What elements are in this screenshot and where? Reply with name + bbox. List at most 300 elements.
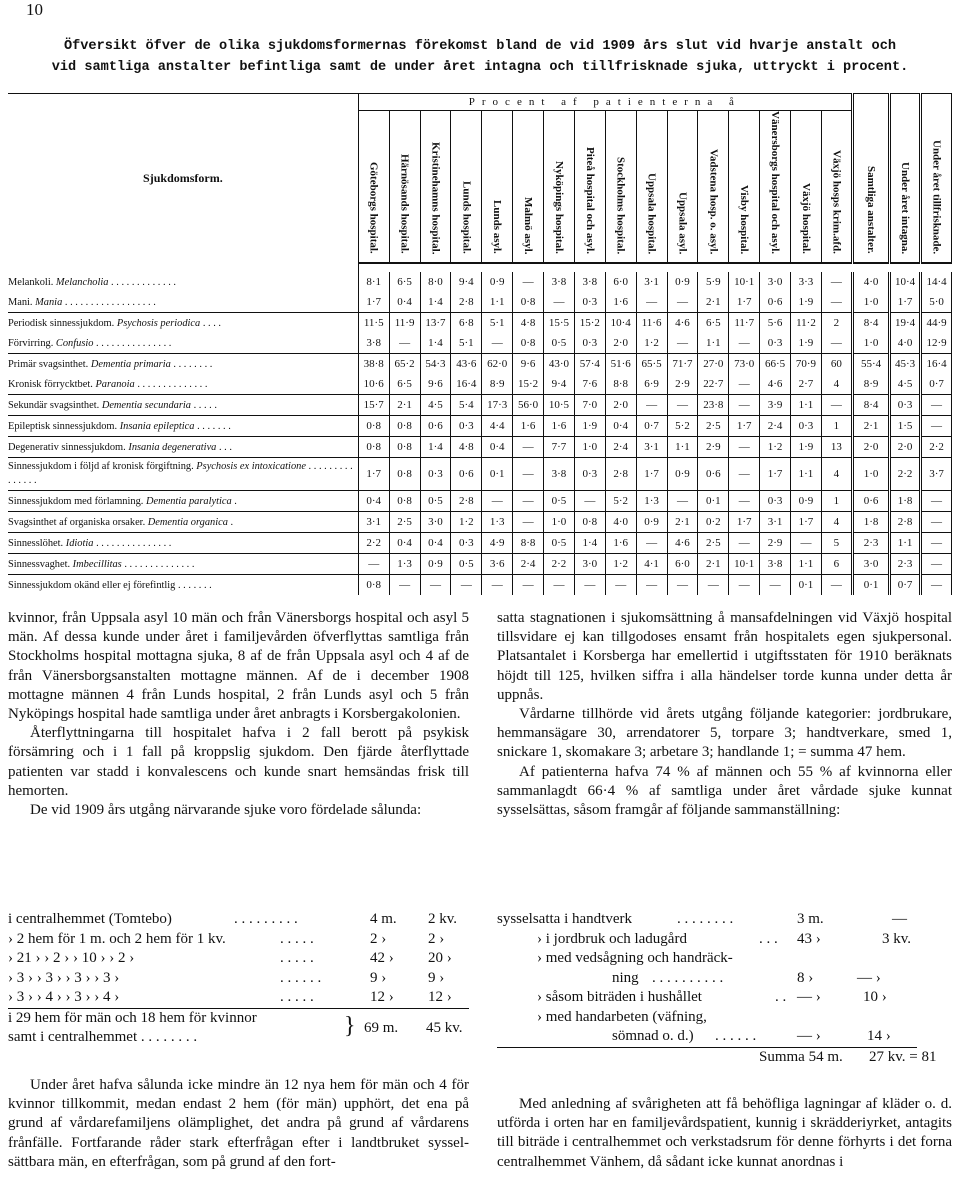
table-cell: 1·4 bbox=[420, 333, 451, 354]
table-cell: 1·9 bbox=[791, 292, 822, 313]
table-cell: 1·3 bbox=[389, 554, 420, 575]
table-cell: 1·9 bbox=[574, 416, 605, 437]
table-cell: 0·1 bbox=[852, 575, 889, 596]
table-cell: 10·4 bbox=[605, 313, 636, 334]
column-header: Piteå hospital och asyl. bbox=[574, 111, 605, 264]
table-cell: 2·3 bbox=[890, 554, 921, 575]
table-cell: — bbox=[698, 575, 729, 596]
table-cell: 3·1 bbox=[358, 512, 389, 533]
table-cell: 57·4 bbox=[574, 354, 605, 375]
table-cell: 3·0 bbox=[574, 554, 605, 575]
paragraph: Af patienterna hafva 74 % af männen och 55 % af kvinnorna eller sammanlagdt 66·4 % af samtliga under året vårdade sjuke kunnat sysselsättas, såsom framgår af följande sammanställning: bbox=[497, 763, 952, 819]
table-cell: 0·9 bbox=[667, 272, 698, 292]
table-cell: 16·4 bbox=[451, 374, 482, 395]
table-cell: 3·0 bbox=[420, 512, 451, 533]
table-cell: 0·9 bbox=[791, 491, 822, 512]
table-cell: 2·8 bbox=[451, 491, 482, 512]
table-cell: — bbox=[358, 554, 389, 575]
table-cell: 1·1 bbox=[482, 292, 513, 313]
table-cell: 1·7 bbox=[791, 512, 822, 533]
table-cell: 3·8 bbox=[760, 554, 791, 575]
table-cell: 1·3 bbox=[636, 491, 667, 512]
table-cell: 1·0 bbox=[852, 292, 889, 313]
table-cell: 1·7 bbox=[358, 292, 389, 313]
table-cell: 2·9 bbox=[760, 533, 791, 554]
table-cell: 0·5 bbox=[451, 554, 482, 575]
table-cell: 0·4 bbox=[389, 292, 420, 313]
table-cell: 0·9 bbox=[636, 512, 667, 533]
table-cell: 1·7 bbox=[890, 292, 921, 313]
table-cell: 17·3 bbox=[482, 395, 513, 416]
table-cell: 4·6 bbox=[667, 533, 698, 554]
table-cell: — bbox=[729, 533, 760, 554]
table-cell: 5·2 bbox=[605, 491, 636, 512]
table-cell: — bbox=[921, 575, 952, 596]
table-cell: 5·2 bbox=[667, 416, 698, 437]
table-cell: — bbox=[389, 575, 420, 596]
table-cell: 14·4 bbox=[921, 272, 952, 292]
statistics-table bbox=[8, 93, 952, 595]
left-column bbox=[8, 609, 469, 820]
table-cell: 1·2 bbox=[605, 554, 636, 575]
table-cell: 8·4 bbox=[852, 313, 889, 334]
table-cell: 44·9 bbox=[921, 313, 952, 334]
table-cell: 55·4 bbox=[852, 354, 889, 375]
table-cell: 3·0 bbox=[852, 554, 889, 575]
table-cell: 65·2 bbox=[389, 354, 420, 375]
table-cell: — bbox=[921, 533, 952, 554]
table-cell: — bbox=[636, 533, 667, 554]
table-cell: 5·0 bbox=[921, 292, 952, 313]
table-cell: 0·6 bbox=[420, 416, 451, 437]
table-cell: — bbox=[921, 491, 952, 512]
table-cell: 0·9 bbox=[667, 458, 698, 491]
table-cell: 2·0 bbox=[890, 437, 921, 458]
table-cell: 4·5 bbox=[420, 395, 451, 416]
list-total: samt i centralhemmet . . . . . . . . 69 m. 45 kv. bbox=[8, 1020, 463, 1045]
table-cell: 0·3 bbox=[574, 458, 605, 491]
column-header: Uppsala asyl. bbox=[667, 111, 698, 264]
table-cell: — bbox=[667, 395, 698, 416]
table-cell: 3·8 bbox=[544, 272, 575, 292]
column-header: Växjö hospital. bbox=[791, 111, 822, 264]
table-cell: 0·1 bbox=[791, 575, 822, 596]
table-cell: 6·5 bbox=[698, 313, 729, 334]
table-cell: 4·1 bbox=[636, 554, 667, 575]
row-label: Sinnessvaghet. Imbecillitas . . . . . . . . . . . . . . bbox=[8, 554, 358, 575]
table-cell: 1·1 bbox=[667, 437, 698, 458]
table-cell: — bbox=[729, 395, 760, 416]
table-cell: 4·6 bbox=[667, 313, 698, 334]
table-cell: 0·8 bbox=[513, 333, 544, 354]
table-cell: — bbox=[544, 292, 575, 313]
list-item: › 2 hem för 1 m. och 2 hem för 1 kv. . . . . . 2 › 2 › bbox=[8, 930, 445, 947]
table-cell: 1·8 bbox=[852, 512, 889, 533]
table-cell: — bbox=[729, 437, 760, 458]
table-cell: 13·7 bbox=[420, 313, 451, 334]
table-cell: 2·5 bbox=[698, 416, 729, 437]
table-cell: 10·1 bbox=[729, 272, 760, 292]
paragraph: kvinnor, från Uppsala asyl 10 män och från Vänersborgs hospital och asyl 5 män. Af dessa kunde under året i familjevården öfverflyttas samtliga från Stockholms hospital mottagna sjuka, 8 af de från Uppsala asyl och 4 af de från Vänersborgsanstalten mottagne männen. Af de i december 1908 mottagne männen 4 från Lunds hospital, 2 från Lunds asyl och 5 från Nyköpings hospital hade samtliga under året anbragts i Korsbergakolonien. bbox=[8, 610, 469, 723]
table-cell: 1·5 bbox=[890, 416, 921, 437]
table-cell: — bbox=[821, 575, 852, 596]
table-cell: — bbox=[513, 491, 544, 512]
table-cell: 7·7 bbox=[544, 437, 575, 458]
table-cell: — bbox=[482, 333, 513, 354]
table-cell: 0·3 bbox=[760, 333, 791, 354]
table-cell: 2·1 bbox=[852, 416, 889, 437]
table-cell: 1·1 bbox=[791, 554, 822, 575]
table-cell: 1·1 bbox=[698, 333, 729, 354]
table-cell: 1·2 bbox=[451, 512, 482, 533]
table-row bbox=[8, 437, 952, 458]
table-cell: 2·4 bbox=[760, 416, 791, 437]
table-cell: 9·6 bbox=[420, 374, 451, 395]
table-cell: 0·7 bbox=[890, 575, 921, 596]
table-cell: — bbox=[921, 512, 952, 533]
title-line-1: Öfversikt öfver de olika sjukdomsformernas förekomst bland de vid 1909 års slut vid hvarje anstalt och bbox=[63, 39, 897, 54]
table-cell: 2·4 bbox=[513, 554, 544, 575]
table-cell: 15·2 bbox=[513, 374, 544, 395]
table-cell: 0·6 bbox=[451, 458, 482, 491]
table-cell: 10·6 bbox=[358, 374, 389, 395]
table-cell: 0·1 bbox=[698, 491, 729, 512]
table-cell: 0·8 bbox=[358, 437, 389, 458]
table-cell: 0·8 bbox=[389, 491, 420, 512]
table-cell: 1·1 bbox=[791, 458, 822, 491]
table-cell: — bbox=[821, 272, 852, 292]
row-label: Sinnessjukdom okänd eller ej förefintlig . . . . . . . bbox=[8, 575, 358, 596]
table-cell: 0·8 bbox=[513, 292, 544, 313]
table-cell: 2·0 bbox=[852, 437, 889, 458]
table-cell: 12·9 bbox=[921, 333, 952, 354]
table-row bbox=[8, 512, 952, 533]
group-header: Procent af patienterna å bbox=[358, 94, 852, 111]
table-cell: 13 bbox=[821, 437, 852, 458]
table-cell: — bbox=[921, 395, 952, 416]
right-column bbox=[497, 609, 952, 820]
table-cell: — bbox=[513, 437, 544, 458]
table-cell: 2·5 bbox=[698, 533, 729, 554]
table-cell: 70·9 bbox=[791, 354, 822, 375]
table-cell: 1·7 bbox=[729, 512, 760, 533]
table-row bbox=[8, 354, 952, 375]
occupation-list: sysselsatta i handtverk . . . . . . . . 3 m. — › i jordbruk och ladugård . . . 43 › 3 kv. › med vedsågning och handräck- ning . . . . . . . . . . 8 › — › › såsom biträden i hushållet . . — › 10 › › med handarbeten (väfning, sömnad o. d.) . . . . . . — › 14 › Summa 54 m. 27 kv. = 81 bbox=[497, 911, 937, 1065]
table-cell: — bbox=[420, 575, 451, 596]
table-cell: 5·1 bbox=[482, 313, 513, 334]
column-header: Uppsala hospital. bbox=[636, 111, 667, 264]
table-cell: — bbox=[821, 292, 852, 313]
column-header: Lunds hospital. bbox=[451, 111, 482, 264]
placement-list bbox=[8, 910, 469, 1048]
table-cell: 2·7 bbox=[791, 374, 822, 395]
table-cell: 0·9 bbox=[420, 554, 451, 575]
table-cell: 5·9 bbox=[698, 272, 729, 292]
table-cell: 0·4 bbox=[482, 437, 513, 458]
table-cell: 10·4 bbox=[890, 272, 921, 292]
table-cell: 1·2 bbox=[636, 333, 667, 354]
table-cell: 0·6 bbox=[698, 458, 729, 491]
list-item: › 3 › › 3 › › 3 › › 3 › . . . . . . 9 › 9 › bbox=[8, 969, 445, 986]
table-cell: 1·4 bbox=[574, 533, 605, 554]
table-cell: 1·6 bbox=[544, 416, 575, 437]
row-label: Sinnessjukdom med förlamning. Dementia paralytica . bbox=[8, 491, 358, 512]
table-cell: 1·4 bbox=[420, 437, 451, 458]
table-cell: 9·4 bbox=[544, 374, 575, 395]
table-cell: 1·0 bbox=[852, 333, 889, 354]
column-header: Kristinehamns hospital. bbox=[420, 111, 451, 264]
table-cell: 1·7 bbox=[729, 416, 760, 437]
table-row bbox=[8, 491, 952, 512]
table-cell: 1·0 bbox=[574, 437, 605, 458]
table-cell: 4·0 bbox=[852, 272, 889, 292]
table-cell: 0·1 bbox=[482, 458, 513, 491]
row-header: Sjukdomsform. bbox=[8, 94, 358, 264]
table-cell: — bbox=[482, 575, 513, 596]
list-item: › 21 › › 2 › › 10 › › 2 › . . . . . 42 › 20 › bbox=[8, 950, 452, 966]
paragraph: Vårdarne tillhörde vid årets utgång följande kategorier: jordbrukare, hemmansägare 30, arrendatorer 5, torpare 3; handtverkare, smed 1, snickare 1, skomakare 3; arbetare 3; handlande 1; = summa 47 hem. bbox=[497, 706, 952, 761]
table-cell: 0·3 bbox=[451, 533, 482, 554]
table-cell: 11·7 bbox=[729, 313, 760, 334]
table-cell: 3·3 bbox=[791, 272, 822, 292]
table-cell: 6·5 bbox=[389, 272, 420, 292]
table-cell: 1·1 bbox=[791, 395, 822, 416]
table-cell: 1·6 bbox=[513, 416, 544, 437]
list-item: › 3 › › 4 › › 3 › › 4 › . . . . . 12 › 12 › bbox=[8, 988, 469, 1009]
table-cell: 2·2 bbox=[890, 458, 921, 491]
table-cell: 0·5 bbox=[544, 491, 575, 512]
table-cell: 0·8 bbox=[389, 416, 420, 437]
table-cell: 8·9 bbox=[482, 374, 513, 395]
table-row bbox=[8, 575, 952, 596]
table-cell: 27·0 bbox=[698, 354, 729, 375]
table-cell: 9·4 bbox=[451, 272, 482, 292]
table-cell: 5·1 bbox=[451, 333, 482, 354]
table-cell: 6 bbox=[821, 554, 852, 575]
row-label: Förvirring. Confusio . . . . . . . . . . . . . . . bbox=[8, 333, 358, 354]
table-cell: 6·0 bbox=[667, 554, 698, 575]
table-cell: 2·2 bbox=[921, 437, 952, 458]
table-cell: 65·5 bbox=[636, 354, 667, 375]
table-cell: 0·8 bbox=[389, 437, 420, 458]
right-column-bottom bbox=[497, 1095, 952, 1172]
table-cell: 15·2 bbox=[574, 313, 605, 334]
table-cell: 1·3 bbox=[482, 512, 513, 533]
table-cell: 1·7 bbox=[760, 458, 791, 491]
table-cell: 2·3 bbox=[852, 533, 889, 554]
table-cell: — bbox=[821, 333, 852, 354]
table-cell: — bbox=[574, 491, 605, 512]
row-label: Mani. Mania . . . . . . . . . . . . . . . . . . bbox=[8, 292, 358, 313]
table-cell: 8·1 bbox=[358, 272, 389, 292]
table-cell: 1·1 bbox=[890, 533, 921, 554]
table-cell: 8·8 bbox=[513, 533, 544, 554]
table-cell: 0·4 bbox=[389, 533, 420, 554]
table-cell: 1·4 bbox=[420, 292, 451, 313]
table-cell: 3·8 bbox=[358, 333, 389, 354]
table-cell: — bbox=[482, 491, 513, 512]
table-cell: 8·4 bbox=[852, 395, 889, 416]
table-cell: 2·1 bbox=[698, 292, 729, 313]
table-cell: — bbox=[729, 333, 760, 354]
table-cell: 1 bbox=[821, 416, 852, 437]
table-cell: 2·0 bbox=[605, 395, 636, 416]
table-cell: 8·9 bbox=[852, 374, 889, 395]
table-row bbox=[8, 533, 952, 554]
column-header: Stockholms hospital. bbox=[605, 111, 636, 264]
table-cell: 2·2 bbox=[358, 533, 389, 554]
table-cell: 0·8 bbox=[358, 416, 389, 437]
table-cell: 45·3 bbox=[890, 354, 921, 375]
table-cell: 2·8 bbox=[890, 512, 921, 533]
table-cell: 7·0 bbox=[574, 395, 605, 416]
table-cell: 2·2 bbox=[544, 554, 575, 575]
row-label: Svagsinthet af organiska orsaker. Dementia organica . bbox=[8, 512, 358, 533]
left-column-bottom bbox=[8, 1076, 469, 1172]
table-cell: 8·0 bbox=[420, 272, 451, 292]
table-cell: 0·7 bbox=[921, 374, 952, 395]
table-row bbox=[8, 395, 952, 416]
table-row bbox=[8, 458, 952, 491]
table-cell: — bbox=[513, 575, 544, 596]
column-header: Vänersborgs hospital och asyl. bbox=[760, 111, 791, 264]
table-cell: 16·4 bbox=[921, 354, 952, 375]
table-cell: 38·8 bbox=[358, 354, 389, 375]
table-cell: 0·3 bbox=[574, 333, 605, 354]
table-cell: 2·8 bbox=[451, 292, 482, 313]
table-cell: 3·1 bbox=[636, 437, 667, 458]
row-label: Melankoli. Melancholia . . . . . . . . . . . . . bbox=[8, 272, 358, 292]
column-header: Under året tillfrisknade. bbox=[921, 94, 952, 264]
table-cell: 3·8 bbox=[544, 458, 575, 491]
column-header: Göteborgs hospital. bbox=[358, 111, 389, 264]
table-cell: 5·6 bbox=[760, 313, 791, 334]
table-cell: 43·0 bbox=[544, 354, 575, 375]
table-cell: 3·1 bbox=[760, 512, 791, 533]
row-label: Sinnessjukdom i följd af kronisk förgiftning. Psychosis ex intoxicatione . . . . . . . . . . . . . . . bbox=[8, 458, 358, 491]
table-row bbox=[8, 272, 952, 292]
table-cell: 1·8 bbox=[890, 491, 921, 512]
table-cell: 2·1 bbox=[667, 512, 698, 533]
paragraph: Återflyttningarna till hospitalet hafva i 2 fall berott på psykisk försämring och i 1 fall på kroppslig sjukdom. Den fjärde återflyttade patienten var stadd i konvalescens och kunde snart hemsändas frisk till hemorten. bbox=[8, 725, 469, 799]
table-cell: 8·8 bbox=[605, 374, 636, 395]
table-cell: — bbox=[921, 416, 952, 437]
table-cell: 1·6 bbox=[605, 533, 636, 554]
table-cell: 4·9 bbox=[482, 533, 513, 554]
table-cell: 4 bbox=[821, 374, 852, 395]
paragraph: Med anledning af svårigheten att få behöfliga lagningar af kläder o. d. utförda i orten har en familjevårdspatient, kunnig i skrädderiyrket, antagits till biträde i centralhemmet och verkstadsrum för denne förhyrts i det forna centralhemmet Vänhem, då sådant icke kunnat anordnas i bbox=[497, 1096, 952, 1170]
table-cell: 1·6 bbox=[605, 292, 636, 313]
table-cell: 6·0 bbox=[605, 272, 636, 292]
table-cell: — bbox=[921, 554, 952, 575]
table-cell: — bbox=[636, 292, 667, 313]
table-cell: — bbox=[636, 395, 667, 416]
table-cell: 6·8 bbox=[451, 313, 482, 334]
table-cell: — bbox=[667, 491, 698, 512]
table-cell: — bbox=[729, 491, 760, 512]
table-cell: 0·3 bbox=[890, 395, 921, 416]
table-cell: 60 bbox=[821, 354, 852, 375]
table-cell: 2·4 bbox=[605, 437, 636, 458]
table-cell: — bbox=[636, 575, 667, 596]
table-cell: 51·6 bbox=[605, 354, 636, 375]
table-cell: 1·9 bbox=[791, 437, 822, 458]
row-label: Degenerativ sinnessjukdom. Insania degenerativa . . . bbox=[8, 437, 358, 458]
table-cell: — bbox=[821, 395, 852, 416]
table-cell: 56·0 bbox=[513, 395, 544, 416]
table-cell: 11·2 bbox=[791, 313, 822, 334]
paragraph: De vid 1909 års utgång närvarande sjuke voro fördelade sålunda: bbox=[30, 802, 422, 819]
table-cell: 4·6 bbox=[760, 374, 791, 395]
table-cell: 0·3 bbox=[451, 416, 482, 437]
table-cell: 2·8 bbox=[605, 458, 636, 491]
table-row bbox=[8, 374, 952, 395]
table-cell: 7·6 bbox=[574, 374, 605, 395]
table-cell: 3·1 bbox=[636, 272, 667, 292]
table-cell: — bbox=[729, 374, 760, 395]
table-cell: 1·0 bbox=[544, 512, 575, 533]
table-cell: — bbox=[605, 575, 636, 596]
table-cell: 2·1 bbox=[389, 395, 420, 416]
table-cell: — bbox=[513, 512, 544, 533]
table-cell: 0·6 bbox=[852, 491, 889, 512]
row-label: Epileptisk sinnessjukdom. Insania epileptica . . . . . . . bbox=[8, 416, 358, 437]
table-cell: 0·8 bbox=[389, 458, 420, 491]
list-item: i centralhemmet (Tomtebo) . . . . . . . . . 4 m. 2 kv. bbox=[8, 911, 458, 927]
column-header: Nyköpings hospital. bbox=[544, 111, 575, 264]
column-header: Malmö asyl. bbox=[513, 111, 544, 264]
table-cell: 0·5 bbox=[544, 533, 575, 554]
table-cell: 54·3 bbox=[420, 354, 451, 375]
column-header: Härnösands hospital. bbox=[389, 111, 420, 264]
table-cell: 4 bbox=[821, 458, 852, 491]
table-row bbox=[8, 313, 952, 334]
table-cell: 1·7 bbox=[358, 458, 389, 491]
table-row bbox=[8, 292, 952, 313]
table-cell: 1·2 bbox=[760, 437, 791, 458]
table-cell: 0·4 bbox=[605, 416, 636, 437]
table-row bbox=[8, 333, 952, 354]
table-cell: 66·5 bbox=[760, 354, 791, 375]
table-cell: 4·0 bbox=[890, 333, 921, 354]
table-cell: — bbox=[667, 333, 698, 354]
column-header: Vadstena hosp. o. asyl. bbox=[698, 111, 729, 264]
table-cell: 4 bbox=[821, 512, 852, 533]
column-header: Växjö hosps krim.afd. bbox=[821, 111, 852, 264]
table-cell: 2·9 bbox=[667, 374, 698, 395]
table-cell: 0·4 bbox=[358, 491, 389, 512]
table-cell: 0·5 bbox=[544, 333, 575, 354]
table-cell: 4·8 bbox=[451, 437, 482, 458]
table-cell: 11·5 bbox=[358, 313, 389, 334]
table-cell: 11·6 bbox=[636, 313, 667, 334]
table-cell: 15·7 bbox=[358, 395, 389, 416]
table-cell: 9·6 bbox=[513, 354, 544, 375]
row-label: Sinnesslöhet. Idiotia . . . . . . . . . . . . . . . bbox=[8, 533, 358, 554]
table-cell: 0·5 bbox=[420, 491, 451, 512]
table-cell: 23·8 bbox=[698, 395, 729, 416]
table-cell: 0·3 bbox=[760, 491, 791, 512]
table-cell: 3·7 bbox=[921, 458, 952, 491]
title-line-2: vid samtliga anstalter befintliga samt de under året intagna och tillfrisknade sjuka, uttryckt i procent. bbox=[51, 60, 909, 75]
table-cell: — bbox=[513, 272, 544, 292]
table-cell: 3·8 bbox=[574, 272, 605, 292]
table-cell: 4·8 bbox=[513, 313, 544, 334]
table-cell: 2·1 bbox=[698, 554, 729, 575]
table-cell: 1·7 bbox=[729, 292, 760, 313]
table-cell: 2·9 bbox=[698, 437, 729, 458]
table-cell: — bbox=[667, 292, 698, 313]
